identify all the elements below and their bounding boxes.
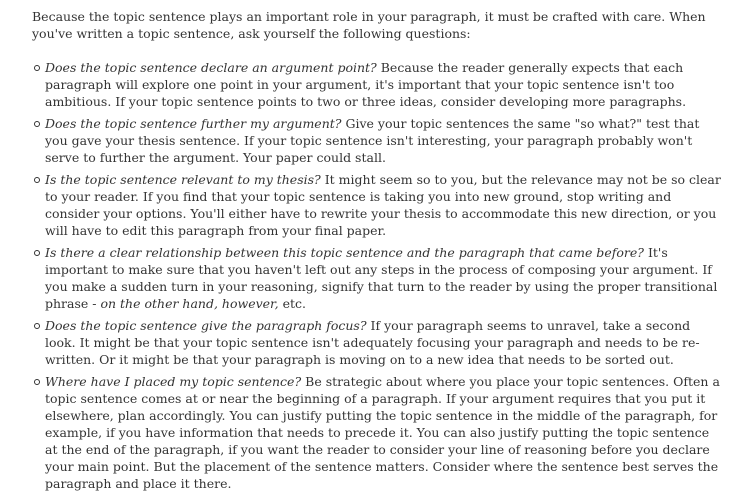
questions-list <box>32 59 722 492</box>
list-item <box>45 244 722 312</box>
bullet-circle-icon <box>34 379 40 385</box>
answer-text: Give your topic sentences the same "so what?" test that you gave your thesis sentence. If your topic sentence isn't interesting, your paragraph probably won't serve to further the argument. Your paper could stall. <box>45 116 700 165</box>
bullet-circle-icon <box>34 65 40 71</box>
list-item <box>45 373 722 492</box>
bullet-circle-icon <box>34 177 40 183</box>
answer-text: Because the reader generally expects that each paragraph will explore one point in your argument, it's important that your topic sentence isn't too ambitious. If your topic sentence points to two or three ideas, consider developing more paragraphs. <box>45 60 687 109</box>
answer-text: Be strategic about where you place your topic sentences. Often a topic sentence comes at or near the beginning of a paragraph. If your argument requires that you put it elsewhere, plan accordingly. You can justify putting the topic sentence in the middle of the paragraph, for example, if you have information that needs to precede it. You can also justify putting the topic sentence at the end of the paragraph, if you want the reader to consider your line of reasoning before you declare your main point. But the placement of the sentence matters. Consider where the sentence best serves the paragraph and place it there. <box>45 374 720 491</box>
bullet-circle-icon <box>34 323 40 329</box>
question-text: Does the topic sentence further my argument? <box>45 116 342 131</box>
bullet-circle-icon <box>34 121 40 127</box>
question-text: Is there a clear relationship between this topic sentence and the paragraph that came before? <box>45 245 644 260</box>
question-text: Is the topic sentence relevant to my thesis? <box>45 172 321 187</box>
list-item <box>45 59 722 110</box>
list-item <box>45 115 722 166</box>
answer-text: It might seem so to you, but the relevance may not be so clear to your reader. If you find that your topic sentence is taking you into new ground, stop writing and consider your options. You'll either have to rewrite your thesis to accommodate this new direction, or you will have to edit this paragraph from your final paper. <box>45 172 721 238</box>
question-text: Does the topic sentence declare an argument point? <box>45 60 377 75</box>
bullet-circle-icon <box>34 250 40 256</box>
list-item <box>45 317 722 368</box>
answer-text: It's important to make sure that you haven't left out any steps in the process of composing your argument. If you make a sudden turn in your reasoning, signify that turn to the reader by using the proper transitional phrase - <box>45 245 718 311</box>
answer-tail-text: etc. <box>282 296 307 311</box>
list-item <box>45 171 722 239</box>
answer-text: If your paragraph seems to unravel, take a second look. It might be that your topic sentence isn't adequately focusing your paragraph and needs to be re-written. Or it might be that your paragraph is moving on to a new idea that needs to be sorted out. <box>45 318 700 367</box>
intro-paragraph: Because the topic sentence plays an important role in your paragraph, it must be crafted with care. When you've written a topic sentence, ask yourself the following questions: <box>32 9 706 41</box>
answer-italic-phrase: on the other hand, however, <box>100 296 279 311</box>
question-text: Where have I placed my topic sentence? <box>45 374 302 389</box>
question-text: Does the topic sentence give the paragraph focus? <box>45 318 367 333</box>
